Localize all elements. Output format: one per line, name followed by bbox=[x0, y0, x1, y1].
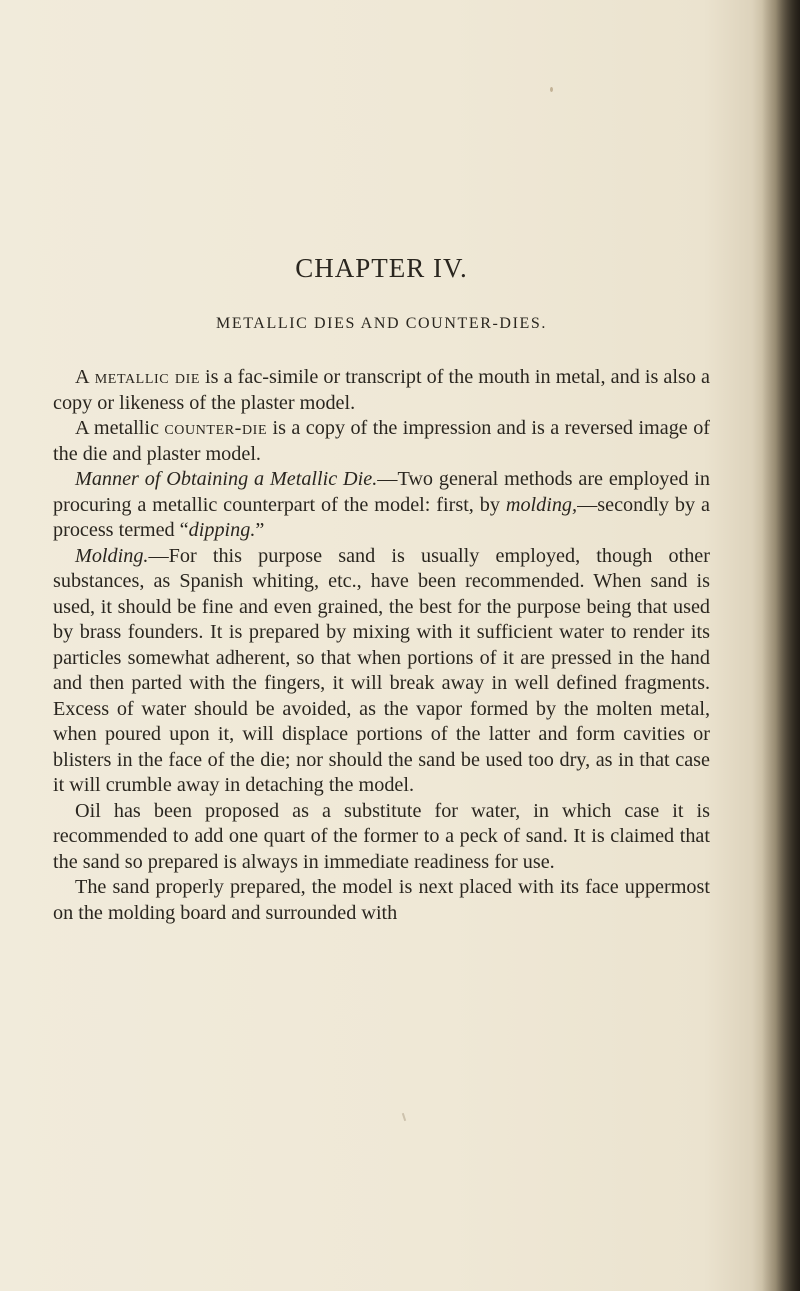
manner-heading: Manner of Obtaining a Metallic Die. bbox=[75, 468, 378, 491]
sand-prepared-text: The sand properly prepared, the model is next placed with its face uppermost on the molding board and surrounded with bbox=[53, 876, 710, 924]
paragraph-manner-of-obtaining bbox=[53, 467, 710, 544]
molding-heading: Molding. bbox=[75, 544, 149, 567]
manner-text-end: ” bbox=[255, 519, 265, 542]
paragraph-sand-prepared bbox=[53, 875, 710, 926]
metallic-die-term: A metallic die bbox=[75, 366, 200, 389]
molding-italic-word: molding, bbox=[505, 493, 578, 516]
paragraph-counter-die bbox=[53, 416, 710, 467]
chapter-heading: CHAPTER IV. bbox=[295, 253, 468, 283]
counter-die-lead: A metallic bbox=[75, 417, 165, 440]
page-text-block bbox=[53, 254, 710, 926]
manner-text-start: —Two general methods are employed in procuring a metallic counterpart of the model: first, by bbox=[53, 468, 710, 516]
manner-text-middle: —secondly by a process termed “ bbox=[53, 493, 710, 542]
paragraph-metallic-die bbox=[53, 365, 710, 416]
section-heading: METALLIC DIES AND COUNTER-DIES. bbox=[216, 314, 547, 332]
paper-scratch bbox=[402, 1113, 406, 1121]
counter-die-term: counter-die bbox=[164, 417, 268, 440]
dipping-italic-word: dipping. bbox=[188, 519, 256, 542]
paragraph-molding bbox=[53, 544, 710, 799]
oil-substitute-text: Oil has been proposed as a substitute for water, in which case it is recommended to add one quart of the former to a peck of sand. It is claimed that the sand so prepared is always in immediate readiness for use. bbox=[53, 799, 710, 873]
molding-text: —For this purpose sand is usually employed, though other substances, as Spanish whiting, etc., have been recommended. When sand is used, it should be fine and even grained, the best for the purpose being that used by brass founders. It is prepared by mixing with it sufficient water to render its particles somewhat adherent, so that when portions of it are pressed in the hand and then parted with the fingers, it will break away in well defined fragments. Excess of water should be avoided, as the vapor formed by the molten metal, when poured upon it, will displace portions of the latter and form cavities or blisters in the face of the die; nor should the sand be used too dry, as in that case it will crumble away in detaching the model. bbox=[53, 544, 710, 797]
metallic-die-definition: is a fac-simile or transcript of the mouth in metal, and is also a copy or likeness of the plaster model. bbox=[53, 366, 710, 414]
paper-speck bbox=[550, 87, 553, 92]
counter-die-definition: is a copy of the impression and is a reversed image of the die and plaster model. bbox=[53, 417, 711, 465]
book-spine-shadow bbox=[762, 0, 800, 1291]
paragraph-oil-substitute bbox=[53, 799, 710, 876]
